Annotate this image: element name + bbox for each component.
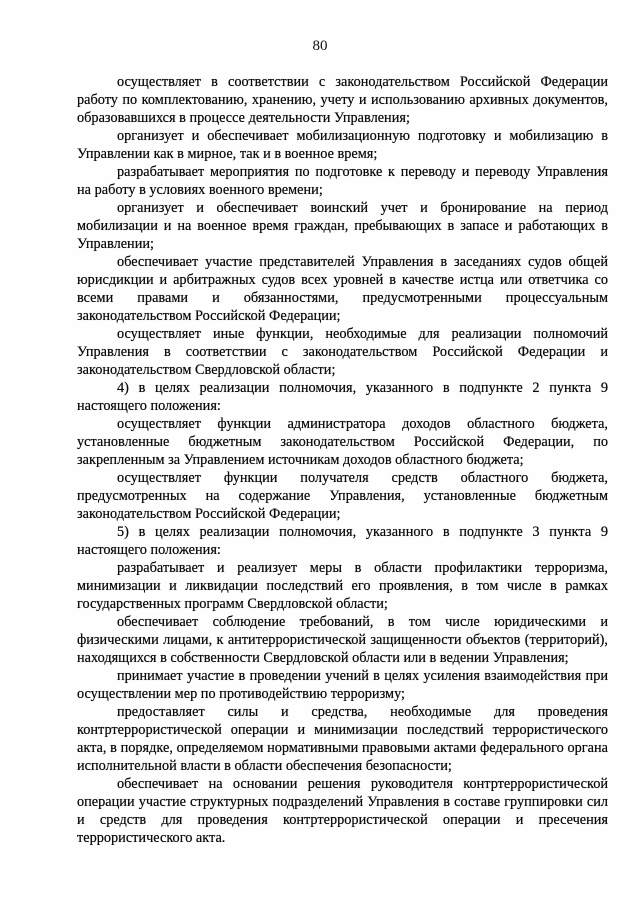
paragraph: 5) в целях реализации полномочия, указанного в подпункте 3 пункта 9 настоящего положения: [77,524,608,558]
paragraph: 4) в целях реализации полномочия, указанного в подпункте 2 пункта 9 настоящего положения: [77,380,608,414]
paragraph: организует и обеспечивает воинский учет и бронирование на период мобилизации и на военное время граждан, пребывающих в запасе и работающих в Управлении; [77,200,608,252]
paragraph: осуществляет функции администратора доходов областного бюджета, установленные бюджетным законодательством Российской Федерации, по закрепленным за Управлением источникам доходов областного бюджета; [77,416,608,468]
paragraph: обеспечивает на основании решения руководителя контртеррористической операции участие структурных подразделений Управления в составе группировки сил и средств для проведения контртеррористической операции и пресечения террористического акта. [77,776,608,846]
paragraph: осуществляет функции получателя средств областного бюджета, предусмотренных на содержание Управления, установленные бюджетным законодательством Российской Федерации; [77,470,608,522]
document-body [77,73,608,847]
paragraph: осуществляет в соответствии с законодательством Российской Федерации работу по комплектованию, хранению, учету и использованию архивных документов, образовавшихся в процессе деятельности Управления; [77,74,608,126]
paragraph: организует и обеспечивает мобилизационную подготовку и мобилизацию в Управлении как в мирное, так и в военное время; [77,128,608,162]
page-number: 80 [312,38,328,54]
paragraph: предоставляет силы и средства, необходимые для проведения контртеррористической операции и минимизации последствий террористического акта, в порядке, определяемом нормативными правовыми актами федерального органа исполнительной власти в области обеспечения безопасности; [77,704,608,774]
paragraph: принимает участие в проведении учений в целях усиления взаимодействия при осуществлении мер по противодействию терроризму; [77,668,608,702]
paragraph: обеспечивает соблюдение требований, в том числе юридическими и физическими лицами, к антитеррористической защищенности объектов (территорий), находящихся в собственности Свердловской области или в ведении Управления; [77,614,608,666]
paragraph: разрабатывает и реализует меры в области профилактики терроризма, минимизации и ликвидации последствий его проявления, в том числе в рамках государственных программ Свердловской области; [77,560,608,612]
paragraph: разрабатывает мероприятия по подготовке к переводу и переводу Управления на работу в условиях военного времени; [77,164,608,198]
paragraph: осуществляет иные функции, необходимые для реализации полномочий Управления в соответствии с законодательством Российской Федерации и законодательством Свердловской области; [77,326,608,378]
paragraph: обеспечивает участие представителей Управления в заседаниях судов общей юрисдикции и арбитражных судов всех уровней в качестве истца или ответчика со всеми правами и обязанностями, предусмотренными процессуальным законодательством Российской Федерации; [77,254,608,324]
